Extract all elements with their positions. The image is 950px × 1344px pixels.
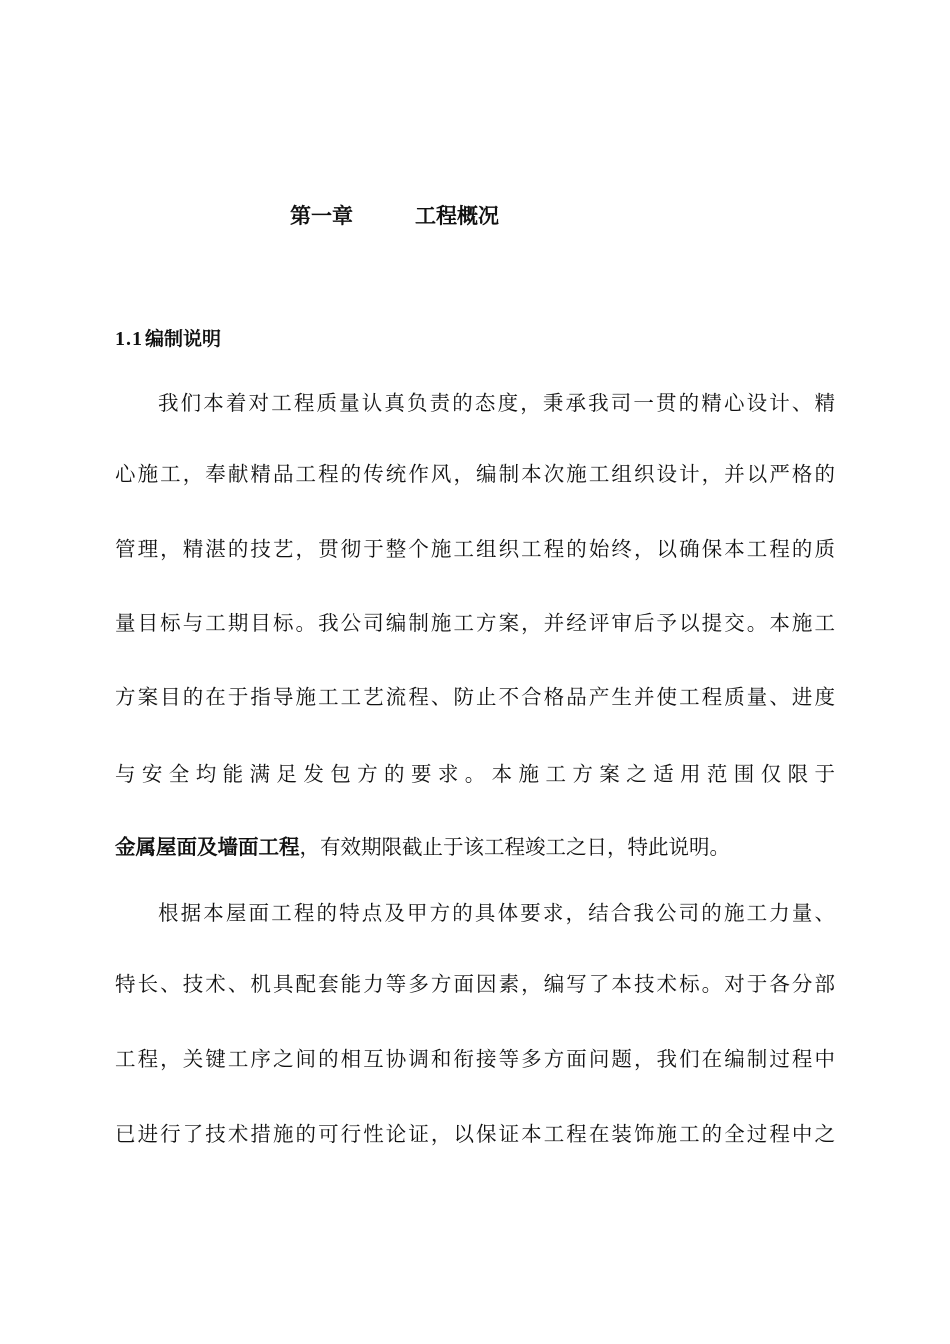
chapter-number: 第一章: [290, 204, 353, 228]
paragraph-1-line-5: 方案目的在于指导施工工艺流程、防止不合格品产生并使工程质量、进度: [115, 685, 835, 709]
paragraph-1-line-1: 我们本着对工程质量认真负责的态度，秉承我司一贯的精心设计、精: [158, 391, 835, 415]
paragraph-1-line-7-rest: ，有效期限截止于该工程竣工之日，特此说明。: [299, 835, 730, 859]
paragraph-2-line-4: 已进行了技术措施的可行性论证，以保证本工程在装饰施工的全过程中之: [115, 1122, 835, 1146]
chapter-name: 工程概况: [415, 204, 499, 228]
paragraph-1-line-4: 量目标与工期目标。我公司编制施工方案，并经评审后予以提交。本施工: [115, 611, 835, 635]
paragraph-1-line-2: 心施工，奉献精品工程的传统作风，编制本次施工组织设计，并以严格的: [115, 462, 835, 486]
paragraph-1-line-7: [115, 829, 835, 865]
paragraph-1-line-6: 与安全均能满足发包方的要求。本施工方案之适用范围仅限于: [115, 762, 835, 786]
paragraph-2-line-2: 特长、技术、机具配套能力等多方面因素，编写了本技术标。对于各分部: [115, 972, 835, 996]
scope-emphasis: 金属屋面及墙面工程: [115, 835, 300, 859]
paragraph-1-line-3: 管理，精湛的技艺，贯彻于整个施工组织工程的始终，以确保本工程的质: [115, 537, 835, 561]
section-heading: [115, 323, 221, 355]
paragraph-2-line-3: 工程，关键工序之间的相互协调和衔接等多方面问题，我们在编制过程中: [115, 1047, 835, 1071]
section-title: 编制说明: [145, 328, 222, 350]
section-number: 1.1: [115, 328, 143, 350]
chapter-title: [0, 198, 950, 234]
paragraph-2-line-1: 根据本屋面工程的特点及甲方的具体要求，结合我公司的施工力量、: [158, 901, 835, 925]
